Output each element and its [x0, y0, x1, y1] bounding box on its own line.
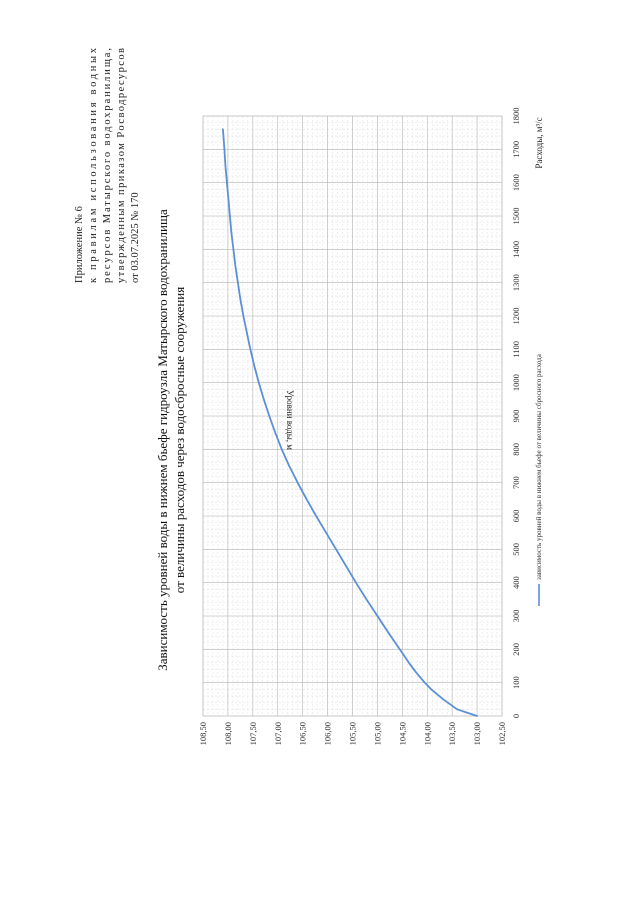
x-tick-label: 1400	[511, 240, 521, 258]
x-tick-label: 1700	[511, 140, 521, 158]
y-tick-labels	[198, 722, 507, 745]
x-tick-label: 1600	[511, 174, 521, 192]
x-tick-label: 500	[511, 542, 521, 556]
y-tick-label: 103,50	[447, 722, 458, 746]
y-axis-label: Уровни воды, м	[285, 390, 295, 450]
y-tick-label: 108,50	[198, 722, 208, 746]
y-tick-label: 107,00	[272, 722, 283, 746]
x-tick-label: 300	[511, 609, 521, 623]
y-tick-label: 106,00	[322, 722, 333, 746]
x-tick-label: 700	[511, 476, 521, 490]
y-tick-label: 106,50	[297, 722, 308, 746]
x-tick-label: 1100	[511, 340, 521, 358]
header-line-5: от 03.07.2025 № 170	[130, 192, 141, 283]
x-axis-label: Расходы, м³/с	[534, 117, 544, 169]
header-line-3: ресурсов Матырского водохранилища,	[102, 47, 113, 283]
header-line-2: к правилам использования водных	[88, 48, 99, 283]
y-tick-label: 105,00	[372, 722, 383, 746]
x-tick-label: 1000	[511, 374, 521, 392]
plot-area	[198, 108, 521, 746]
x-tick-label: 1300	[511, 274, 521, 292]
legend	[535, 353, 543, 606]
y-tick-label: 103,00	[472, 722, 483, 746]
y-tick-label: 108,00	[222, 722, 233, 746]
x-tick-labels	[511, 108, 521, 719]
header-line-1: Приложение № 6	[74, 206, 85, 283]
y-tick-label: 107,50	[247, 722, 258, 746]
y-tick-label: 102,50	[497, 722, 507, 746]
x-tick-label: 1200	[511, 307, 521, 325]
header-block	[74, 47, 141, 283]
header-line-4: утвержденным приказом Росводресурсов	[116, 48, 127, 283]
x-tick-label: 1500	[511, 207, 521, 225]
x-tick-label: 200	[511, 642, 521, 656]
x-tick-label: 100	[511, 676, 521, 690]
chart-title: Зависимость уровней воды в нижнем бьефе гидроузла Матырского водохранилища	[155, 209, 170, 671]
x-tick-label: 1800	[511, 107, 521, 125]
chart-subtitle: от величины расходов через водосбросные сооружения	[172, 286, 187, 594]
y-tick-label: 104,00	[422, 722, 433, 746]
legend-label: зависимость уровней воды в нижнем бьефе от величины сбросного расхода	[535, 354, 543, 580]
x-tick-label: 800	[511, 442, 521, 456]
y-tick-label: 105,50	[347, 722, 358, 746]
y-tick-label: 104,50	[397, 722, 408, 746]
x-tick-label: 0	[511, 713, 521, 719]
x-tick-label: 400	[511, 576, 521, 590]
x-tick-label: 900	[511, 409, 521, 423]
x-tick-label: 600	[511, 509, 521, 523]
